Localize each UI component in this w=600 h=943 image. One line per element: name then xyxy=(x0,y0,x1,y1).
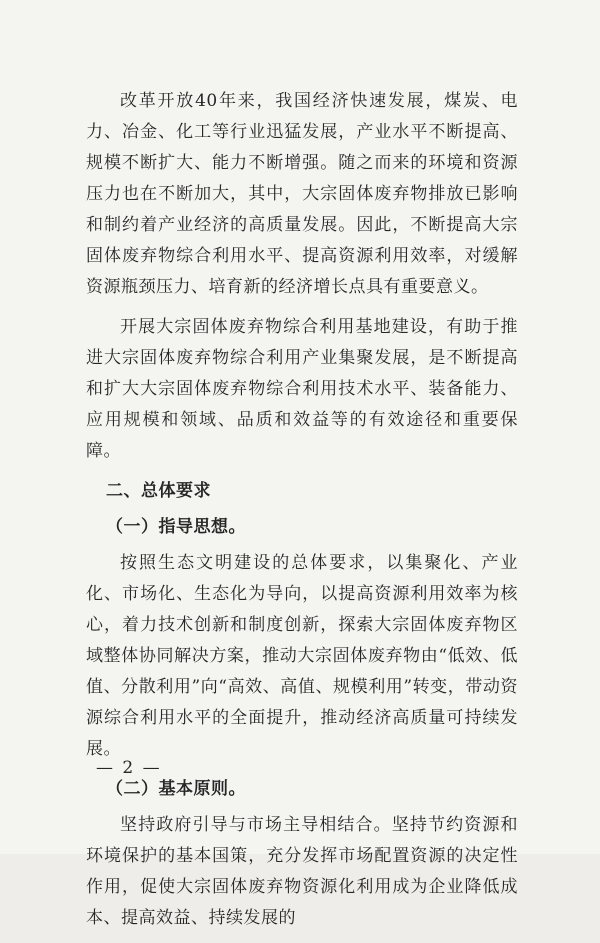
page-number: — 2 — xyxy=(96,758,162,778)
paragraph-intro: 改革开放40年来，我国经济快速发展，煤炭、电力、冶金、化工等行业迅猛发展，产业水平不断提高、规模不断扩大、能力不断增强。随之而来的环境和资源压力也在不断加大，其中，大宗固体废弃物排放已影响和制约着产业经济的高质量发展。因此，不断提高大宗固体废弃物综合利用水平、提高资源利用效率，对缓解资源瓶颈压力、培育新的经济增长点具有重要意义。 xyxy=(86,91,518,297)
paragraph-base-construction: 开展大宗固体废弃物综合利用基地建设，有助于推进大宗固体废弃物综合利用产业集聚发展，是不断提高和扩大大宗固体废弃物综合利用技术水平、装备能力、应用规模和领域、品质和效益等的有效途径和重要保障。 xyxy=(86,317,518,461)
subsection-heading-basic-principles: （二）基本原则。 xyxy=(106,779,246,799)
paragraph-guiding-ideology: 按照生态文明建设的总体要求，以集聚化、产业化、市场化、生态化为导向，以提高资源利用效率为核心，着力技术创新和制度创新，探索大宗固体废弃物区域整体协同解决方案，推动大宗固体废弃物由“低效、低值、分散利用”向“高效、高值、规模利用”转变，带动资源综合利用水平的全面提升，推动经济高质量可持续发展。 xyxy=(86,553,518,759)
section-heading: 二、总体要求 xyxy=(106,481,211,501)
document-body xyxy=(86,86,518,943)
subsection-heading-guiding-ideology: （一）指导思想。 xyxy=(106,517,246,537)
paragraph-basic-principles: 坚持政府引导与市场主导相结合。坚持节约资源和环境保护的基本国策，充分发挥市场配置资源的决定性作用，促使大宗固体废弃物资源化利用成为企业降低成本、提高效益、持续发展的 xyxy=(86,815,518,928)
